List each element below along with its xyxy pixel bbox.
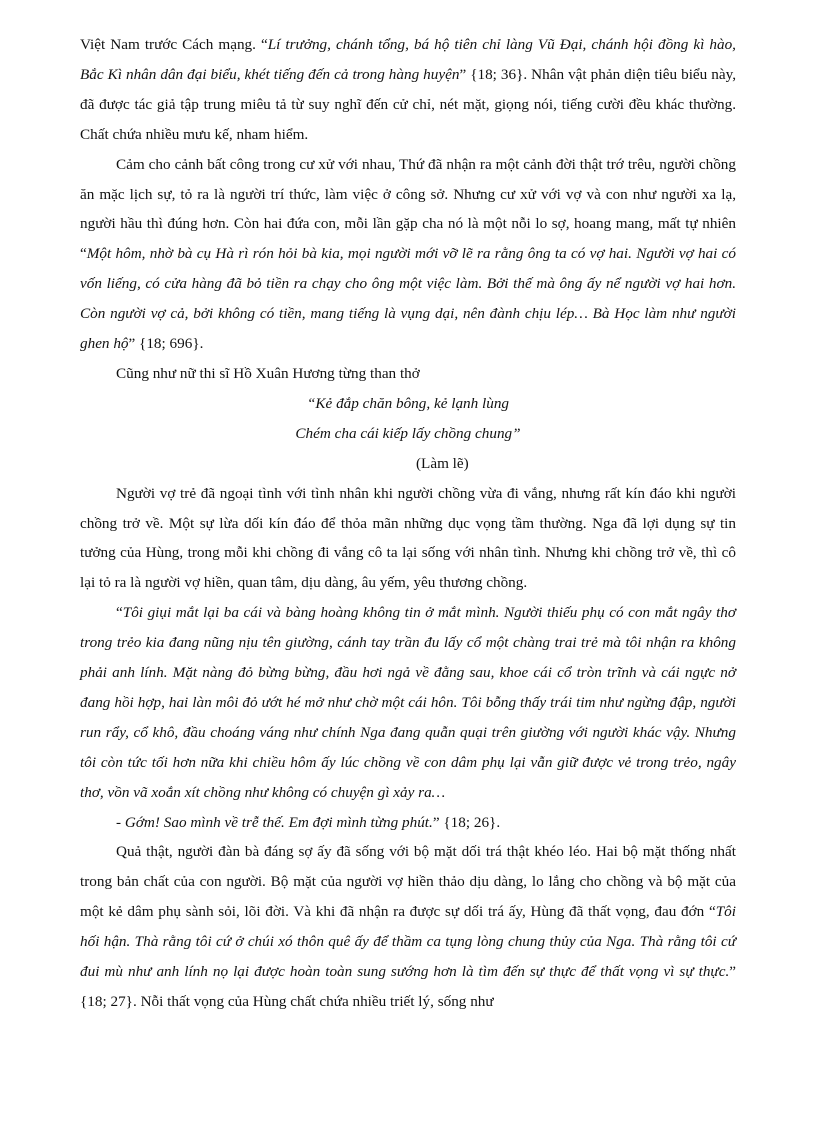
body-text-part-2 xyxy=(80,479,736,1017)
text-run: ” {18; 27}. Nỗi thất vọng của Hùng chất chứa nhiều triết lý, sống như xyxy=(80,963,736,1010)
text-run: ” {18; 26}. xyxy=(432,813,501,831)
body-text-part-1 xyxy=(80,30,736,389)
quoted-text: Một hôm, nhờ bà cụ Hà rì rón hỏi bà kia, mọi người mới vỡ lẽ ra rằng ông ta có vợ hai. Người vợ hai có vốn liếng, có cửa hàng đã bỏ tiền ra chạy cho ông một việc làm. Bởi thế mà ông ấy nể người vợ hai hơn. Còn người vợ cả, bởi không có tiền, mang tiếng là vụng dại, nên đành chịu lép… Bà Học làm như người ghen hộ xyxy=(80,245,736,353)
text-run: Cũng như nữ thi sĩ Hồ Xuân Hương từng than thở xyxy=(116,364,420,382)
verse-source: (Làm lẽ) xyxy=(416,454,469,472)
text-run: Người vợ trẻ đã ngoại tình với tình nhân khi người chồng vừa đi vắng, nhưng rất kín đáo khi người chồng trở về. Một sự lừa dối kín đáo để thỏa mãn những dục vọng tầm thường. Nga đã lợi dụng sự tin tưởng của Hùng, trong mỗi khi chồng đi vắng cô ta lại sống với nhân tình. Nhưng khi chồng trở về, thì cô lại tỏ ra là người vợ hiền, quan tâm, dịu dàng, âu yếm, yêu thương chồng. xyxy=(80,484,736,592)
verse-line-2: Chém cha cái kiếp lấy chồng chung” xyxy=(295,424,521,442)
paragraph-p4 xyxy=(80,479,736,599)
text-run: Quả thật, người đàn bà đáng sợ ấy đã sống với bộ mặt dối trá thật khéo léo. Hai bộ mặt thống nhất trong bản chất của con người. Bộ mặt của người vợ hiền thảo dịu dàng, lo lắng cho chồng và bộ mặt của một kẻ dâm phụ sành sỏi, lõi đời. Và khi đã nhận ra được sự dối trá ấy, Hùng đã thất vọng, đau đớn “ xyxy=(80,843,736,921)
paragraph-p2 xyxy=(80,150,736,359)
document-page xyxy=(80,30,736,1017)
paragraph-p3 xyxy=(80,359,736,389)
paragraph-p1 xyxy=(80,30,736,150)
paragraph-p7 xyxy=(80,837,736,1016)
quoted-text: Lí trưởng, chánh tổng, bá hộ tiên chỉ làng Vũ Đại, chánh hội đồng kì hào, Bắc Kì nhân dân đại biểu, khét tiếng đến cả trong hàng huyện xyxy=(80,36,736,83)
text-run: Cảm cho cảnh bất công trong cư xử với nhau, Thứ đã nhận ra một cảnh đời thật trớ trêu, người chồng ăn mặc lịch sự, tỏ ra là người trí thức, làm việc ở công sở. Nhưng cư xử với vợ và con như người xa lạ, người hầu thì đúng hơn. Còn hai đứa con, mỗi lần gặp cha nó là một nỗi lo sợ, hoang mang, mất tự nhiên “ xyxy=(80,155,736,263)
quoted-text: Tôi giụi mắt lại ba cái và bàng hoàng không tin ở mắt mình. Người thiếu phụ có con mắt ngây thơ trong trẻo kia đang nũng nịu tên giường, cánh tay trần đu lấy cổ một chàng trai trẻ mà tôi nhận ra không phải anh lính. Mặt nàng đỏ bừng bừng, đầu hơi ngả về đằng sau, khoe cái cổ tròn trĩnh và cái ngực nở đang hồi hợp, hai làn môi đỏ ướt hé mở như chờ một cái hôn. Tôi bỗng thấy trái tim như ngừng đập, người run rẩy, cổ khô, đầu choáng váng như chính Nga đang quẫn quại trên giường với người khác vậy. Nhưng tôi còn tức tối hơn nữa khi chiều hôm ấy lúc chồng về con dâm phụ lại vẫn giữ được vẻ trong trẻo, ngây thơ, vồn vã xoắn xít chồng như không có chuyện gì xảy ra… xyxy=(80,604,736,801)
text-run: ” {18; 696}. xyxy=(128,335,204,353)
text-run: “ xyxy=(116,604,123,622)
verse-line-1: “Kẻ đắp chăn bông, kẻ lạnh lùng xyxy=(306,394,510,412)
quoted-text: - Gớm! Sao mình về trễ thế. Em đợi mình từng phút. xyxy=(116,813,433,831)
text-run: Việt Nam trước Cách mạng. “ xyxy=(80,36,268,53)
quoted-text: Tôi hối hận. Thà rằng tôi cứ ở chúi xó thôn quê ấy để thầm ca tụng lòng chung thủy của Nga. Thà rằng tôi cứ đui mù như anh lính nọ lại được hoàn toàn sung sướng hơn là tìm đến sự thực để thất vọng vì sự thực. xyxy=(80,903,736,981)
paragraph-p6 xyxy=(80,808,736,838)
text-run: ” {18; 36}. Nhân vật phản diện tiêu biểu này, đã được tác giả tập trung miêu tả từ suy nghĩ đến cử chỉ, nét mặt, giọng nói, tiếng cười đều khác thường. Chất chứa nhiều mưu kế, nham hiểm. xyxy=(80,65,736,143)
paragraph-p5 xyxy=(80,598,736,807)
